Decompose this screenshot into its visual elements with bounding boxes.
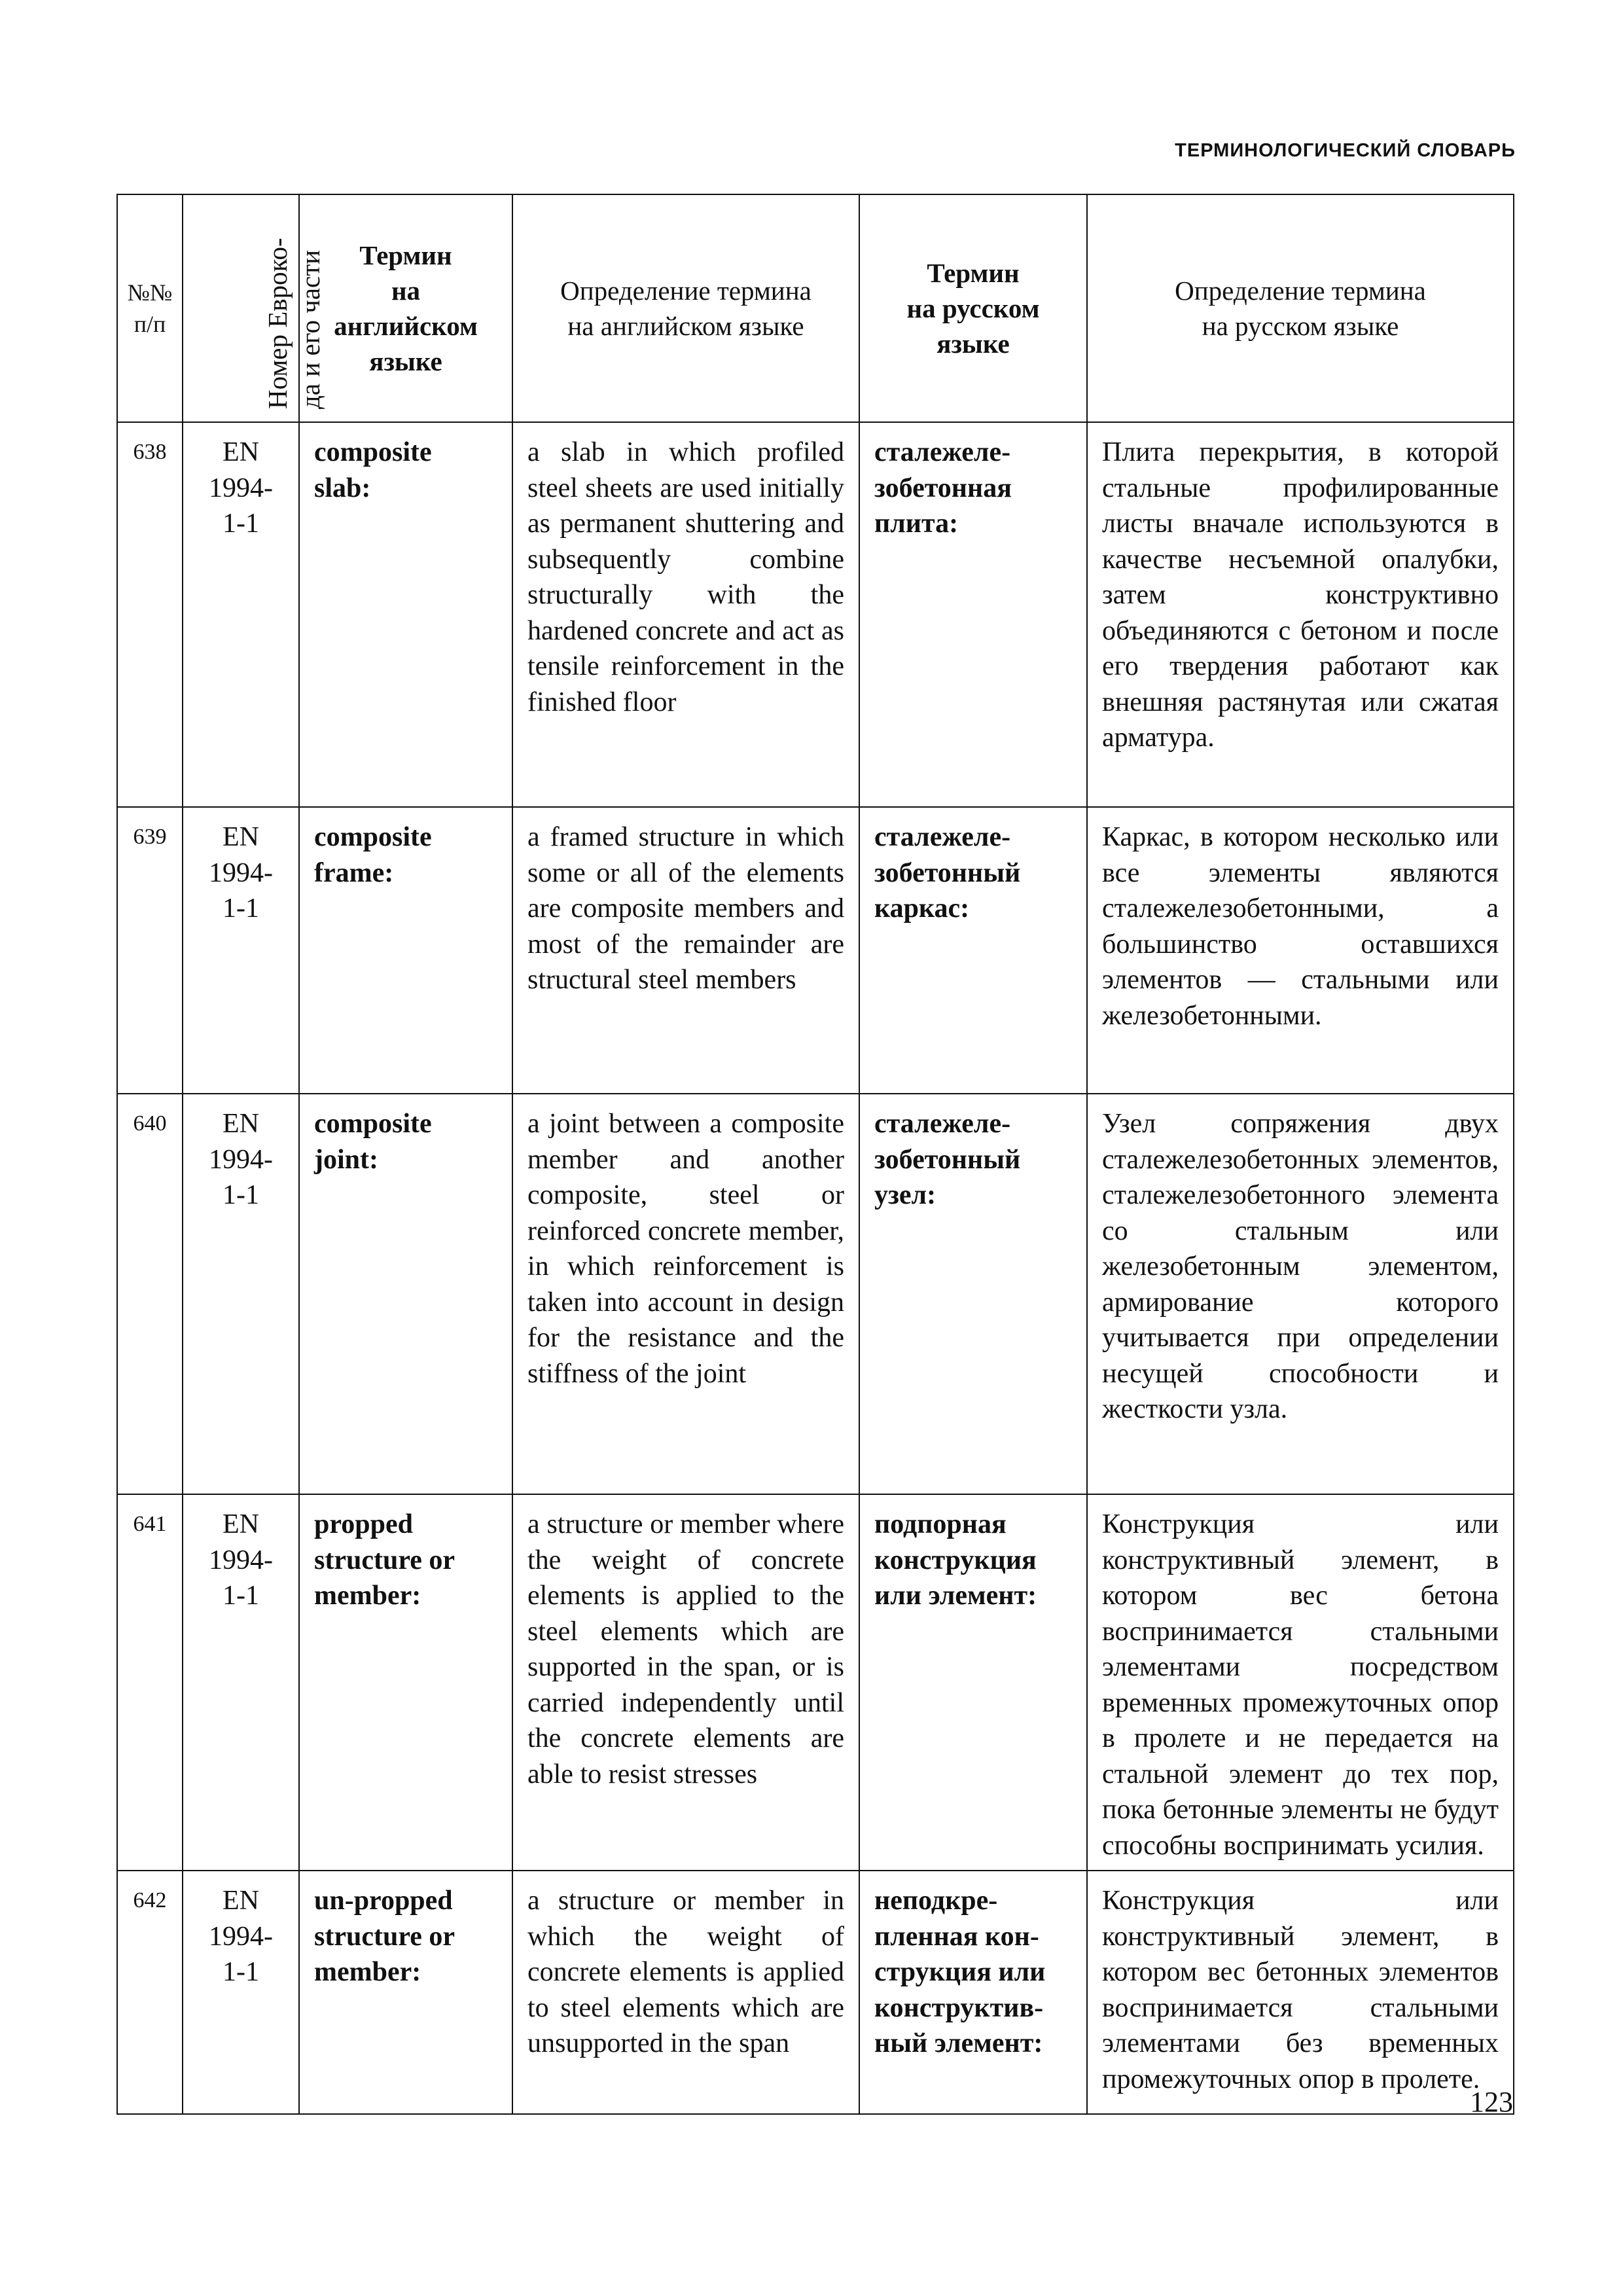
header-eurocode <box>183 194 325 422</box>
row-ru-term: неподкре- пленная кон- струкция или конструктив- ный элемент: <box>859 1871 1087 2114</box>
row-eurocode: EN 1994- 1-1 <box>183 1094 299 1494</box>
table-row <box>117 807 1514 1094</box>
row-ru-def: Каркас, в котором несколько или все элементы являются сталежелезобетонными, а большинство оставшихся элементов — стальными или железобетонными. <box>1087 807 1514 1094</box>
header-eurocode-label: Номер Евроко- да и его части <box>262 238 325 409</box>
row-ru-term: сталежеле- зобетонный каркас: <box>859 807 1087 1094</box>
row-en-term: composite joint: <box>299 1094 512 1494</box>
glossary-table <box>116 194 1514 2115</box>
table-row <box>117 1871 1514 2114</box>
header-en-def: Определение термина на английском языке <box>512 194 859 422</box>
row-ru-def: Плита перекрытия, в которой стальные профилированные листы вначале используются в качестве несъемной опалубки, затем конструктивно объединяются с бетоном и после его твердения работают как внешняя растянутая или сжатая арматура. <box>1087 422 1514 807</box>
row-num: 641 <box>117 1494 183 1871</box>
table-row <box>117 1094 1514 1494</box>
row-en-term: composite frame: <box>299 807 512 1094</box>
table-header-row <box>117 194 1514 422</box>
row-num: 639 <box>117 807 183 1094</box>
row-ru-def: Конструкция или конструктивный элемент, в котором вес бетонных элементов воспринимается стальными элементами без временных промежуточных опор в пролете. <box>1087 1871 1514 2114</box>
row-ru-def: Конструкция или конструктивный элемент, в котором вес бетона воспринимается стальными элементами посредством временных промежуточных опор в пролете и не передается на стальной элемент до тех пор, пока бетонные элементы не будут способны воспринимать усилия. <box>1087 1494 1514 1871</box>
row-eurocode: EN 1994- 1-1 <box>183 1871 299 2114</box>
row-eurocode: EN 1994- 1-1 <box>183 807 299 1094</box>
header-en-term: Термин на английском языке <box>299 194 512 422</box>
row-ru-term: сталежеле- зобетонная плита: <box>859 422 1087 807</box>
header-num: №№ п/п <box>117 194 183 422</box>
row-en-term: composite slab: <box>299 422 512 807</box>
row-eurocode: EN 1994- 1-1 <box>183 1494 299 1871</box>
table-row <box>117 1494 1514 1871</box>
row-num: 640 <box>117 1094 183 1494</box>
table-row <box>117 422 1514 807</box>
row-en-def: a structure or member where the weight of concrete elements is applied to the steel elements which are supported in the span, or is carried independently until the concrete elements are able to resist stresses <box>512 1494 859 1871</box>
row-en-def: a structure or member in which the weight of concrete elements is applied to steel elements which are unsupported in the span <box>512 1871 859 2114</box>
row-en-term: propped structure or member: <box>299 1494 512 1871</box>
row-ru-term: сталежеле- зобетонный узел: <box>859 1094 1087 1494</box>
row-num: 638 <box>117 422 183 807</box>
row-en-term: un-propped structure or member: <box>299 1871 512 2114</box>
row-en-def: a framed structure in which some or all of the elements are composite members and most of the remainder are structural steel members <box>512 807 859 1094</box>
header-ru-term: Термин на русском языке <box>859 194 1087 422</box>
row-ru-term: подпорная конструкция или элемент: <box>859 1494 1087 1871</box>
header-ru-def: Определение термина на русском языке <box>1087 194 1514 422</box>
page-number: 123 <box>1470 2086 1513 2118</box>
row-eurocode: EN 1994- 1-1 <box>183 422 299 807</box>
row-en-def: a joint between a composite member and another composite, steel or reinforced concrete member, in which reinforcement is taken into account in design for the resistance and the stiffness of the joint <box>512 1094 859 1494</box>
row-num: 642 <box>117 1871 183 2114</box>
row-ru-def: Узел сопряжения двух сталежелезобетонных элементов, сталежелезобетонного элемента со стальным или железобетонным элементом, армирование которого учитывается при определении несущей способности и жесткости узла. <box>1087 1094 1514 1494</box>
running-head: ТЕРМИНОЛОГИЧЕСКИЙ СЛОВАРЬ <box>1175 140 1516 161</box>
row-en-def: a slab in which profiled steel sheets are used initially as permanent shuttering and subsequently combine structurally with the hardened concrete and act as tensile reinforcement in the finished floor <box>512 422 859 807</box>
